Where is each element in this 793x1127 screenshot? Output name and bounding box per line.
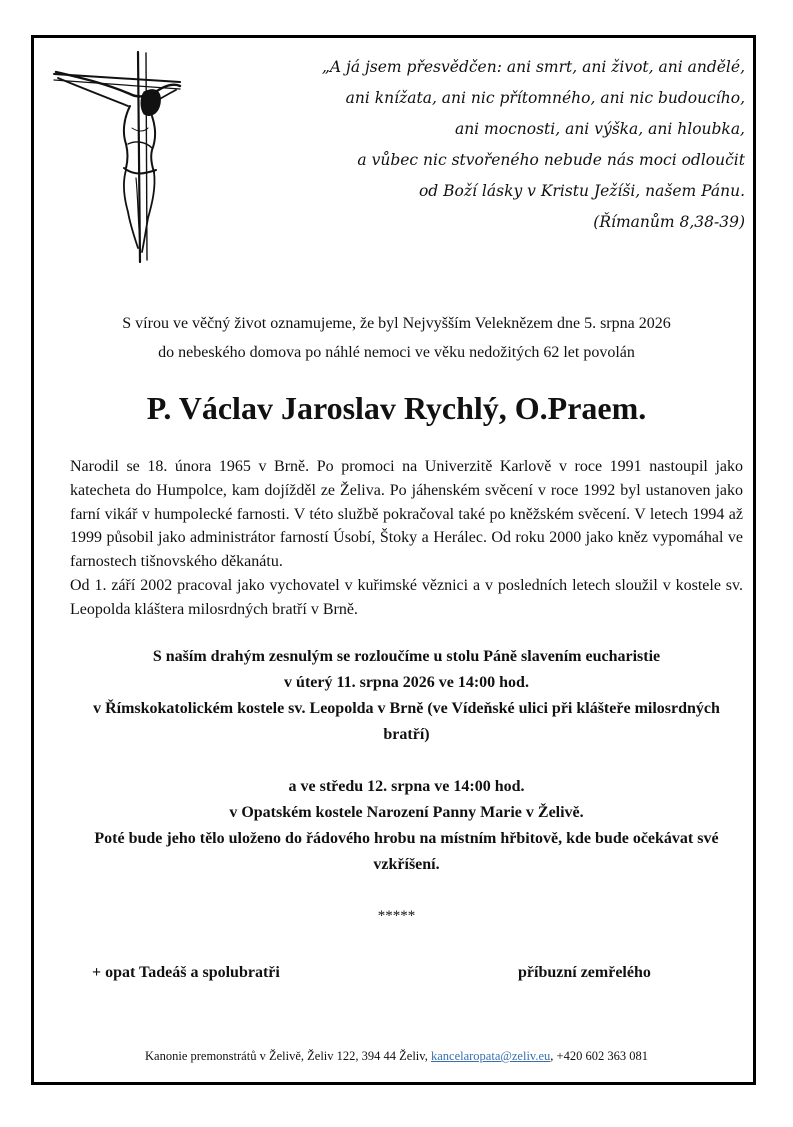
biography <box>70 455 743 622</box>
biography-paragraph-1: Narodil se 18. února 1965 v Brně. Po promoci na Univerzitě Karlově v roce 1991 nastoupil jako katecheta do Humpolce, kam dojížděl ze Želiva. Po jáhenském svěcení v roce 1992 byl ustanoven jako farní vikář v humpolecké farnosti. V této službě pokračoval také po kněžském svěcení. V letech 1994 až 1999 působil jako administrátor farností Úsobí, Štoky a Herálec. Od roku 2000 jako kněz vypomáhal ve farnostech tišnovského děkanátu. <box>70 458 743 571</box>
quote-reference: (Římanům 8,38-39) <box>593 213 745 231</box>
footer-contact <box>40 1049 753 1064</box>
service-1-datetime: v úterý 11. srpna 2026 ve 14:00 hod. <box>284 674 529 691</box>
announcement-line-1: S vírou ve věčný život oznamujeme, že byl Nejvyšším Veleknězem dne 5. srpna 2026 <box>122 315 671 332</box>
quote-line: od Boží lásky v Kristu Ježíši, našem Pánu. <box>418 182 745 200</box>
biography-paragraph-2: Od 1. září 2002 pracoval jako vychovatel v kuřimské věznici a v posledních letech sloužil v kostele sv. Leopolda kláštera milosrdných bratří v Brně. <box>70 576 743 618</box>
service-1-location: v Římskokatolickém kostele sv. Leopolda v Brně (ve Vídeňské ulici při klášteře milosrdných bratří) <box>93 700 720 743</box>
services-intro: S naším drahým zesnulým se rozloučíme u stolu Páně slavením eucharistie <box>152 648 661 665</box>
announcement-line-2: do nebeského domova po náhlé nemoci ve věku nedožitých 62 let povolán <box>158 344 635 361</box>
service-2-datetime: a ve středu 12. srpna ve 14:00 hod. <box>288 778 525 795</box>
death-announcement <box>40 309 753 367</box>
service-2-location: v Opatském kostele Narození Panny Marie v Želivě. <box>229 804 584 821</box>
separator: ***** <box>377 908 416 924</box>
signature-relatives: příbuzní zemřelého <box>518 964 651 981</box>
footer-address: Kanonie premonstrátů v Želivě, Želiv 122, 394 44 Želiv, <box>145 1049 431 1063</box>
signature-community: + opat Tadeáš a spolubratři <box>92 964 280 981</box>
burial-note: Poté bude jeho tělo uloženo do řádového hrobu na místním hřbitově, kde bude očekávat své vzkříšení. <box>94 830 719 873</box>
footer-phone: , +420 602 363 081 <box>550 1049 648 1063</box>
quote-line: a vůbec nic stvořeného nebude nás moci odloučit <box>357 151 745 169</box>
bible-quote <box>305 52 745 238</box>
funeral-services <box>70 644 743 878</box>
quote-line: ani knížata, ani nic přítomného, ani nic budoucího, <box>345 89 745 107</box>
quote-line: „A já jsem přesvědčen: ani smrt, ani život, ani andělé, <box>321 58 745 76</box>
deceased-name: P. Václav Jaroslav Rychlý, O.Praem. <box>146 390 647 426</box>
footer-email-link[interactable]: kancelaropata@zeliv.eu <box>430 1049 551 1063</box>
crucifix-icon <box>52 48 182 263</box>
quote-line: ani mocnosti, ani výška, ani hloubka, <box>454 120 745 138</box>
